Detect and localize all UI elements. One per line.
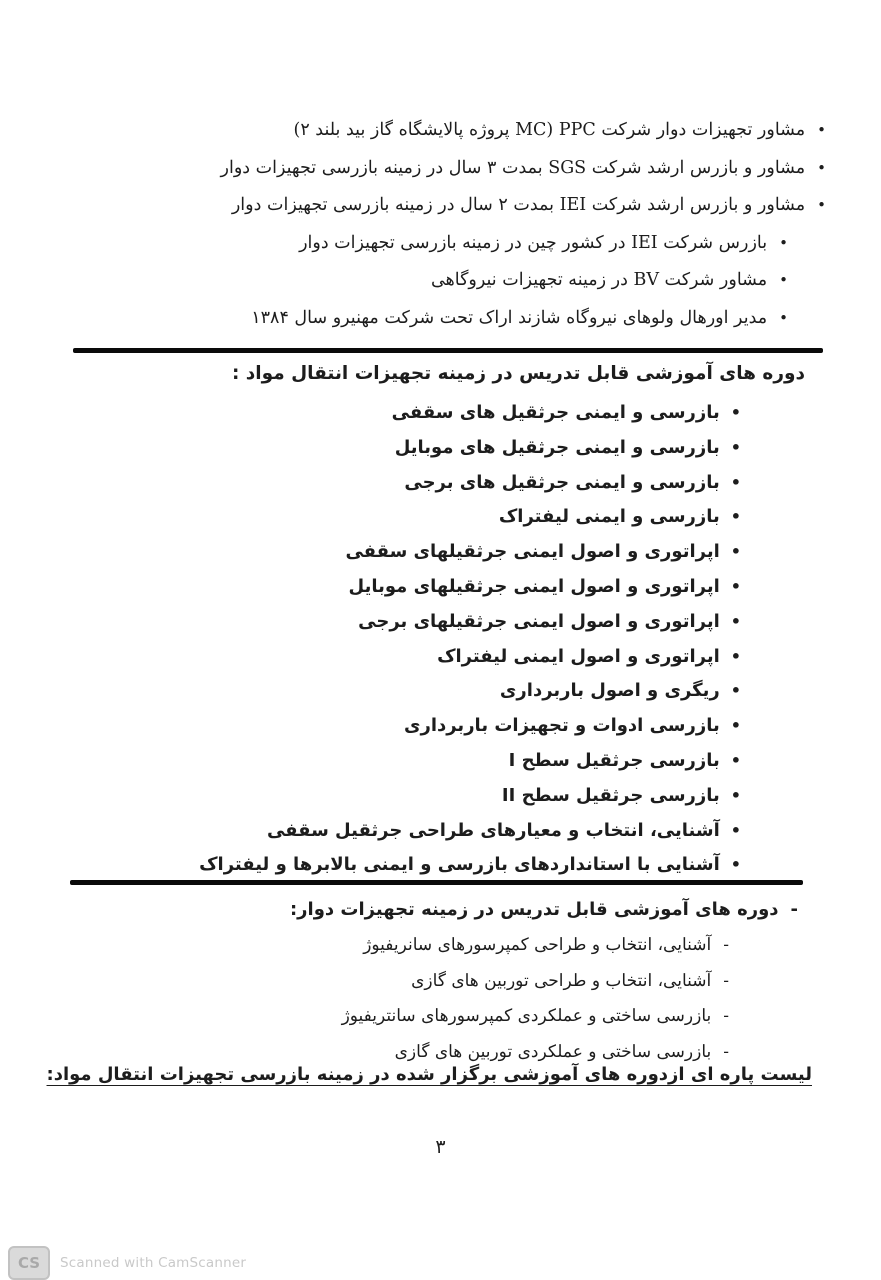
camscanner-logo-icon: CS xyxy=(8,1246,50,1280)
course-item xyxy=(40,674,741,709)
course-item-text: بازرسی ساختی و عملکردی کمپرسورهای سانتریفیوژ xyxy=(341,1006,712,1026)
course-item-text: اپراتوری و اصول ایمنی جرثقیلهای سقفی xyxy=(345,541,720,563)
held-courses-heading: لیست پاره ای ازدوره های آموزشی برگزار شده در زمینه بازرسی تجهیزات انتقال مواد: xyxy=(46,1064,812,1085)
section2-heading-text: دوره های آموزشی قابل تدریس در زمینه تجهیزات دوار: xyxy=(289,899,779,920)
experience-item xyxy=(40,300,788,338)
section-divider xyxy=(70,880,803,885)
course-item-text: بازرسی جرثقیل سطح I xyxy=(508,749,720,771)
experience-item xyxy=(40,112,826,150)
course-item-text: آشنایی با استانداردهای بازرسی و ایمنی بالابرها و لیفتراک xyxy=(199,854,720,876)
experience-item xyxy=(40,150,826,188)
dash-icon: - xyxy=(723,1041,729,1062)
course-item xyxy=(40,814,741,849)
course-item-text: بازرسی و ایمنی جرثقیل های موبایل xyxy=(394,436,720,458)
course-item xyxy=(40,848,741,883)
experience-list xyxy=(40,112,826,337)
experience-item xyxy=(40,225,788,263)
bullet-icon: • xyxy=(730,646,741,666)
course-item xyxy=(40,709,741,744)
course-item xyxy=(40,999,729,1035)
camscanner-watermark-text: Scanned with CamScanner xyxy=(60,1255,247,1271)
bullet-icon: • xyxy=(817,121,826,139)
bullet-icon: • xyxy=(730,716,741,736)
section-divider xyxy=(73,348,823,353)
bullet-icon: • xyxy=(730,785,741,805)
dash-icon: - xyxy=(790,899,798,920)
experience-item-text: مشاور شرکت BV در زمینه تجهیزات نیروگاهی xyxy=(430,270,768,290)
dash-icon: - xyxy=(723,1006,729,1026)
camscanner-watermark xyxy=(8,1246,246,1280)
course-item-text: آشنایی، انتخاب و طراحی توربین های گازی xyxy=(411,970,712,991)
course-item xyxy=(40,466,741,501)
course-item xyxy=(40,640,741,675)
bullet-icon: • xyxy=(730,437,741,457)
bullet-icon: • xyxy=(779,271,788,289)
course-item xyxy=(40,431,741,466)
experience-item xyxy=(40,187,826,225)
course-item xyxy=(40,964,729,1000)
course-item-text: ریگری و اصول باربرداری xyxy=(499,680,720,702)
bullet-icon: • xyxy=(730,611,741,631)
bullet-icon: • xyxy=(730,403,741,422)
bullet-icon: • xyxy=(817,158,826,177)
bullet-icon: • xyxy=(779,308,788,327)
course-item-text: بازرسی جرثقیل سطح II xyxy=(501,784,720,806)
bullet-icon: • xyxy=(730,507,741,527)
course-item-text: آشنایی، انتخاب و طراحی کمپرسورهای سانریفیوژ xyxy=(363,935,712,955)
course-item xyxy=(40,779,741,814)
course-item xyxy=(40,605,741,640)
bullet-icon: • xyxy=(730,681,741,701)
experience-item-text: مشاور و بازرس ارشد شرکت IEI بمدت ۲ سال در زمینه بازرسی تجهیزات دوار xyxy=(231,195,806,215)
course-item-text: بازرسی و ایمنی جرثقیل های سقفی xyxy=(391,402,720,423)
experience-item-text: مشاور تجهیزات دوار شرکت MC) PPC پروژه پالایشگاه گاز بید بلند ۲) xyxy=(293,120,806,140)
course-item-text: بازرسی و ایمنی لیفتراک xyxy=(498,506,720,528)
bullet-icon: • xyxy=(730,542,741,562)
experience-item-text: مدیر اورهال ولوهای نیروگاه شازند اراک تحت شرکت مهنیرو سال ۱۳۸۴ xyxy=(251,307,768,328)
course-item xyxy=(40,500,741,535)
bullet-icon: • xyxy=(779,233,788,252)
course-item-text: اپراتوری و اصول ایمنی جرثقیلهای موبایل xyxy=(348,575,720,597)
bullet-icon: • xyxy=(730,472,741,492)
experience-item xyxy=(40,262,788,300)
course-item xyxy=(40,396,741,431)
course-item-text: بازرسی ساختی و عملکردی توربین های گازی xyxy=(394,1041,712,1062)
dash-icon: - xyxy=(723,970,729,991)
course-item xyxy=(40,535,741,570)
bullet-icon: • xyxy=(730,576,741,596)
section1-course-list xyxy=(40,396,741,883)
bullet-icon: • xyxy=(817,196,826,214)
section2-course-list xyxy=(40,928,729,1070)
page-number: ۳ xyxy=(435,1136,446,1158)
course-item-text: اپراتوری و اصول ایمنی لیفتراک xyxy=(437,645,720,667)
experience-item-text: مشاور و بازرس ارشد شرکت SGS بمدت ۳ سال در زمینه بازرسی تجهیزات دوار xyxy=(220,157,806,178)
course-item-text: بازرسی ادوات و تجهیزات باربرداری xyxy=(403,715,720,737)
experience-item-text: بازرس شرکت IEI در کشور چین در زمینه بازرسی تجهیزات دوار xyxy=(299,232,768,253)
course-item xyxy=(40,570,741,605)
bullet-icon: • xyxy=(730,820,741,840)
course-item-text: بازرسی و ایمنی جرثقیل های برجی xyxy=(404,471,720,493)
course-item-text: اپراتوری و اصول ایمنی جرثقیلهای برجی xyxy=(358,610,720,632)
section1-heading: دوره های آموزشی قابل تدریس در زمینه تجهیزات انتقال مواد : xyxy=(231,363,805,384)
bullet-icon: • xyxy=(730,750,741,770)
section2-heading xyxy=(40,895,798,925)
course-item xyxy=(40,928,729,964)
dash-icon: - xyxy=(723,935,729,955)
course-item xyxy=(40,744,741,779)
course-item-text: آشنایی، انتخاب و معیارهای طراحی جرثقیل سقفی xyxy=(266,819,720,841)
bullet-icon: • xyxy=(730,855,741,875)
